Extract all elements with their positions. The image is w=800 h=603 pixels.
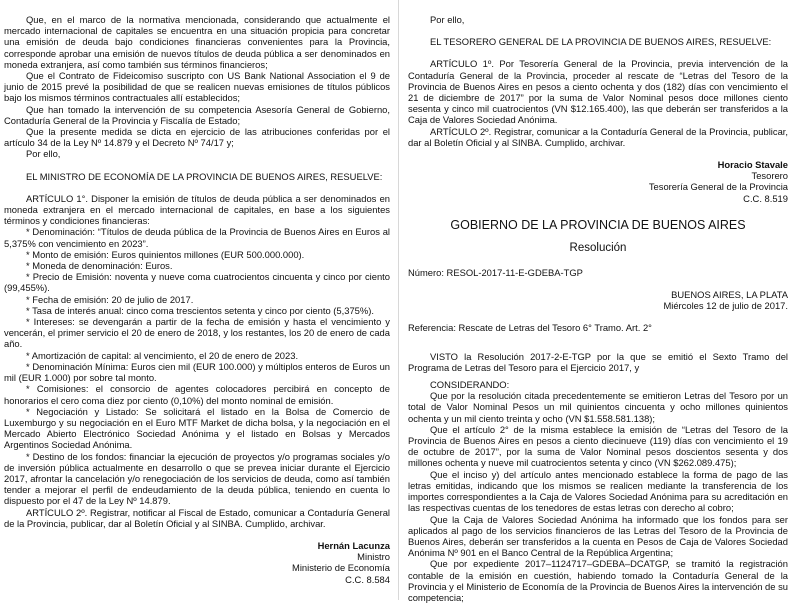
paragraph: Que la presente medida se dicta en ejercicio de las atribuciones conferidas por el artículo 34 de la Ley Nº 14.879 y el Decreto Nº 74/17 y; [4,126,390,149]
article-2: ARTÍCULO 2º. Registrar, comunicar a la Contaduría General de la Provincia, publicar, dar al Boletín Oficial y al SINBA. Cumplido, archivar. [408,125,788,148]
signature-block [4,540,390,585]
reference: Referencia: Rescate de Letras del Tesoro 6° Tramo. Art. 2° [408,322,652,334]
date: Miércoles 12 de julio de 2017. [663,300,788,312]
term-item: * Precio de Emisión: noventa y nueve coma cuatrocientos cincuenta y cinco por ciento (99,455%). [4,271,390,294]
considerando-label: CONSIDERANDO: [430,379,510,391]
signatory-cc: C.C. 8.519 [743,192,788,204]
signatory-cc: C.C. 8.584 [345,573,390,585]
term-item: * Comisiones: el consorcio de agentes colocadores percibirá en concepto de honorarios el cero coma diez por ciento (0,10%) del monto nominal de emisión. [4,383,390,406]
term-item: * Tasa de interés anual: cinco coma trescientos setenta y cinco por ciento (5,375%). [26,304,374,316]
resolution-number: Número: RESOL-2017-11-E-GDEBA-TGP [408,266,583,278]
paragraph: Por ello, [26,148,61,160]
visto-paragraph: VISTO la Resolución 2017-2-E-TGP por la que se emitió el Sexto Tramo del Programa de Letras del Tesoro para el Ejercicio 2017, y [408,350,788,373]
article-1: ARTÍCULO 1°. Disponer la emisión de títulos de deuda pública a ser denominados en moneda extranjera en el mercado internacional de capitales, en base a los siguientes términos y condiciones financieras: [4,192,390,227]
paragraph: Por ello, [430,14,465,25]
paragraph: Que el Contrato de Fideicomiso suscripto con US Bank National Association el 9 de junio de 2015 prevé la posibilidad de que se realicen nuevas emisiones de títulos públicos bajo los mismos términos contractuales allí establecidos; [4,70,390,104]
term-item: * Intereses: se devengarán a partir de la fecha de emisión y hasta el vencimiento y vencerán, el primer servicio el 20 de enero de 2018, y los restantes, los 20 de enero de cada año. [4,316,390,350]
column-divider [398,0,399,600]
resolves-heading: EL MINISTRO DE ECONOMÍA DE LA PROVINCIA DE BUENOS AIRES, RESUELVE: [26,170,383,182]
term-item: * Denominación Mínima: Euros cien mil (EUR 100.000) y múltiplos enteros de Euros un mil (EUR 1.000) por sobre tal monto. [4,360,390,384]
term-item: * Moneda de denominación: Euros. [26,260,173,272]
right-column [408,14,788,603]
term-item: * Amortización de capital: al vencimiento, el 20 de enero de 2023. [26,349,299,361]
signatory-office: Ministerio de Economía [292,562,390,574]
paragraph: Que, en el marco de la normativa mencionada, considerando que actualmente el mercado internacional de capitales se encuentra en una situación propicia para concretar una emisión de deuda bajo condiciones financieras convenientes para la Provincia, corresponde aprobar una emisión de nuevos títulos de deuda pública a ser denominados en moneda extranjera, así como también sus términos financieros; [4,14,390,70]
signatory-office: Tesorería General de la Provincia [648,181,788,193]
article-1: ARTÍCULO 1º. Por Tesorería General de la Provincia, previa intervención de la Contaduría General de la Provincia, proceder al rescate de “Letras del Tesoro de la Provincia de Buenos Aires en pesos a ciento ochenta y dos (182) días con vencimiento el 21 de diciembre de 2017” por la suma de Valor Nominal pesos doce millones ciento sesenta y cinco mil cuatrocientos (VN $12.165.400), las que deberán ser transferidos a la Caja de Valores Sociedad Anónima. [408,58,788,126]
paragraph: Que por expediente 2017–1124717–GDEBA–DCATGP, se tramitó la registración contable de la emisión en cuestión, habiendo tomado la Contaduría General de la Provincia y el Ministerio de Economía de la Provincia de Buenos Aires la intervención de su competencia; [408,558,788,603]
government-title: GOBIERNO DE LA PROVINCIA DE BUENOS AIRES [450,217,746,232]
term-item: * Fecha de emisión: 20 de julio de 2017. [26,293,194,305]
signatory-role: Tesorero [751,170,788,182]
paragraph: Que por la resolución citada precedentemente se emitieron Letras del Tesoro por un total de Valor Nominal Pesos un mil quinientos cincuenta y ocho millones quinientos ochenta y un mil ciento treinta y ocho (VN $1.558.581.138); [408,390,788,424]
paragraph: Que la Caja de Valores Sociedad Anónima ha informado que los fondos para ser aplicados al pago de los servicios financieros de las Letras del Tesoro de la Provincia de Buenos Aires, deberán ser transferidos a la cuenta en Pesos de Caja de Valores Sociedad Anónima Nº 901 en el Banco Central de la República Argentina; [408,513,788,559]
paragraph: Que el inciso y) del artículo antes mencionado establece la forma de pago de las letras emitidas, indicando que los mismos se realicen mediante la transferencia de los importes correspondientes a la Caja de Valores Sociedad Anónima para su acreditación en las respectivas cuentas de los tenedores de estas letras con derecho al cobro; [408,468,788,514]
place: BUENOS AIRES, LA PLATA [671,289,788,301]
signatory-name: Hernán Lacunza [317,539,390,551]
resolution-title: Resolución [569,241,627,254]
signatory-name: Horacio Stavale [717,159,788,171]
signature-block [408,159,788,204]
term-item: * Destino de los fondos: financiar la ejecución de proyectos y/o programas sociales y/o de inversión pública actualmente en desarrollo o que se prevea iniciar durante el Ejercicio 2017, afrontar la cancelación y/o renegociación de los servicios de deuda, como así también tender a mejorar el perfil de endeudamiento de la deuda pública, teniendo en cuenta lo dispuesto por el 47 de la Ley Nº 14.879. [4,450,390,507]
signatory-role: Ministro [357,551,390,563]
left-column [4,14,390,585]
term-item: * Denominación: “Títulos de deuda pública de la Provincia de Buenos Aires en Euros al 5,375% con vencimiento en 2023”. [4,226,390,249]
paragraph: Que el artículo 2° de la misma establece la emisión de “Letras del Tesoro de la Provincia de Buenos Aires en pesos a ciento diecinueve (119) días con vencimiento el 19 de octubre de 2017”, por la suma de Valor Nominal pesos doscientos sesenta y dos millones ochenta y nueve mil cuatrocientos setenta y cinco (VN $262.089.475); [408,423,788,469]
paragraph: Que han tomado la intervención de su competencia Asesoría General de Gobierno, Contaduría General de la Provincia y Fiscalía de Estado; [4,103,390,126]
term-item: * Monto de emisión: Euros quinientos millones (EUR 500.000.000). [26,248,305,260]
article-2: ARTÍCULO 2º. Registrar, notificar al Fiscal de Estado, comunicar a Contaduría General de la Provincia, publicar, dar al Boletín Oficial y al SINBA. Cumplido, archivar. [4,506,390,529]
term-item: * Negociación y Listado: Se solicitará el listado en la Bolsa de Comercio de Luxemburgo y su negociación en el Euro MTF Market de dicha bolsa, y la negociación en el Mercado Abierto Electrónico Sociedad Anónima y el listado en Bolsas y Mercados Argentinos Sociedad Anónima. [4,405,390,451]
resolves-heading: EL TESORERO GENERAL DE LA PROVINCIA DE BUENOS AIRES, RESUELVE: [430,36,772,48]
